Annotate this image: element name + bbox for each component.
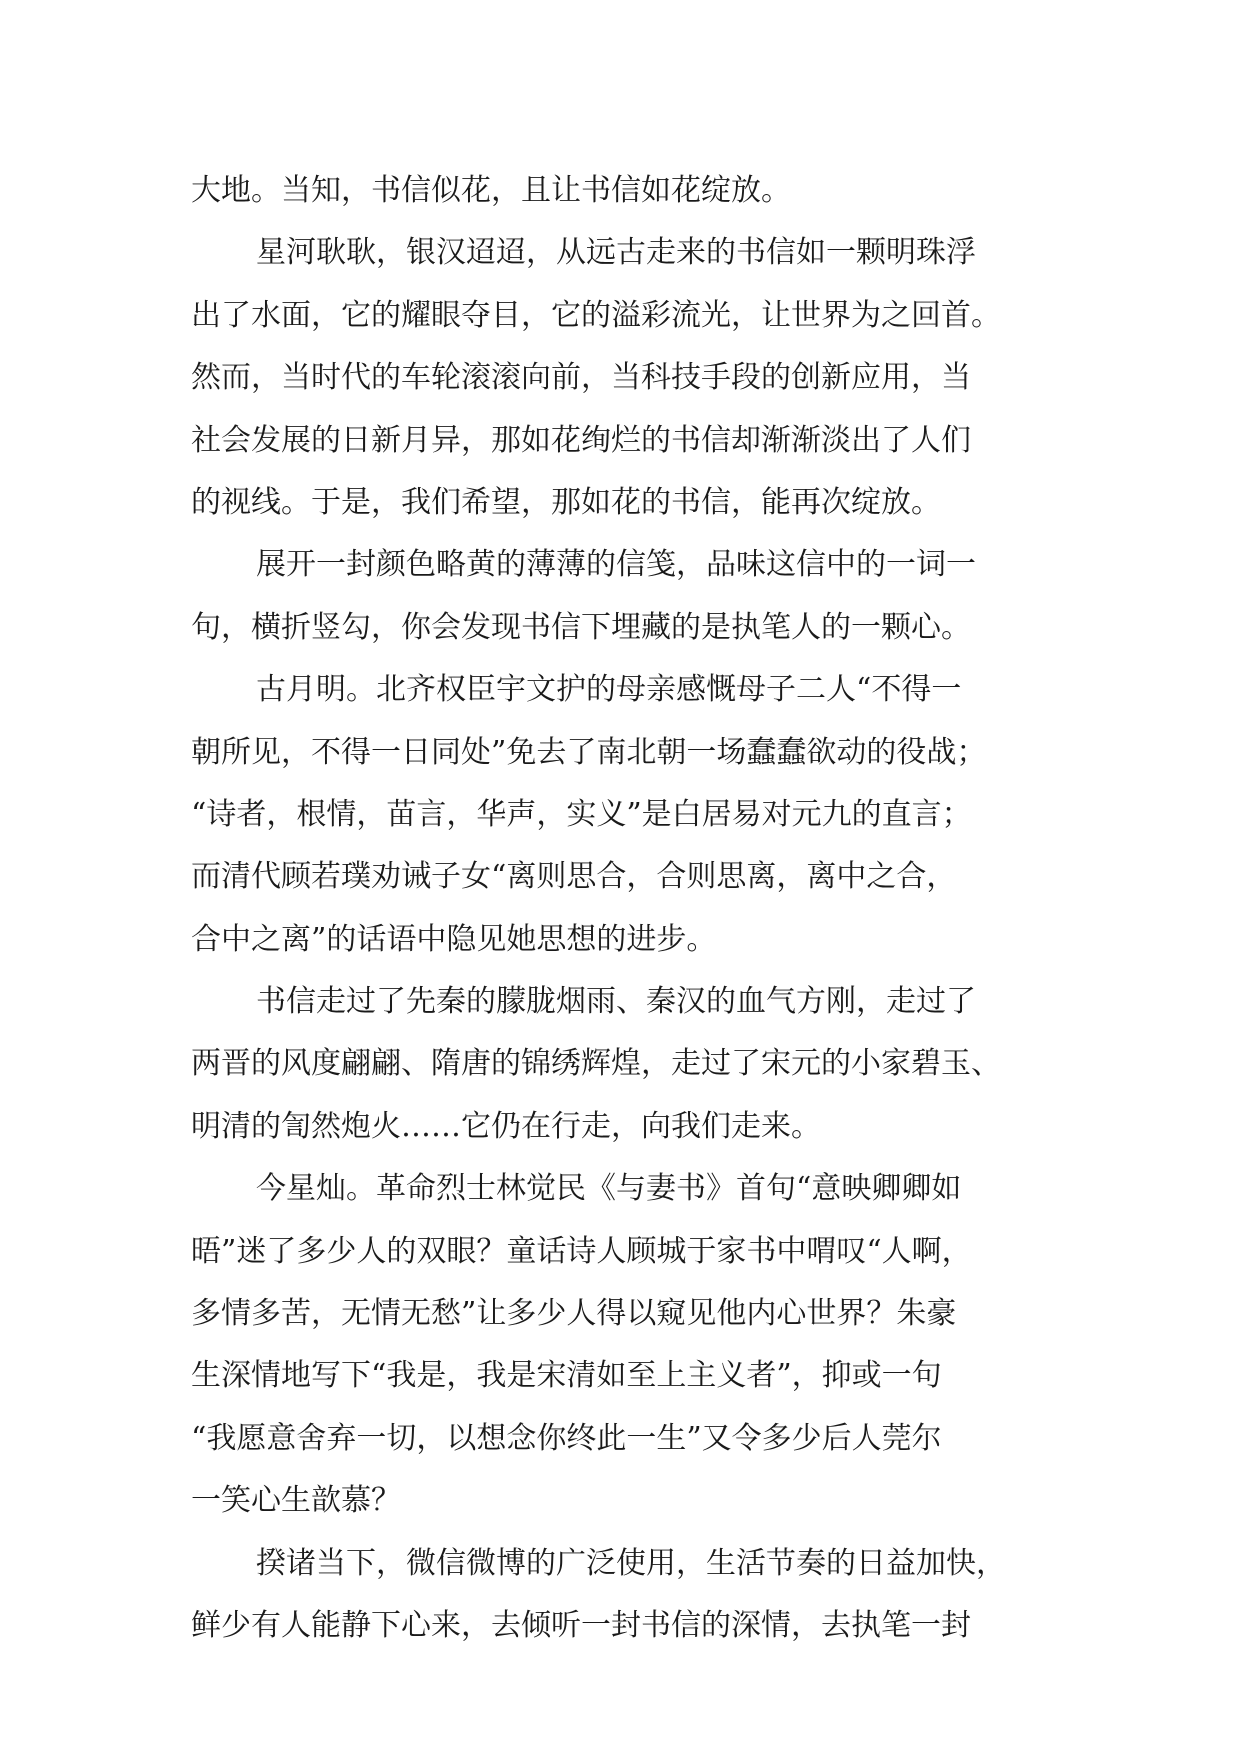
paragraph-start-line: 古月明。北齐权臣宇文护的母亲感慨母子二人“不得一: [256, 672, 962, 708]
text-line: 明清的訇然炮火……它仍在行走，向我们走来。: [191, 1108, 821, 1144]
paragraph-start-line: 今星灿。革命烈士林觉民《与妻书》首句“意映卿卿如: [256, 1171, 962, 1207]
text-line: 晤”迷了多少人的双眼？童话诗人顾城于家书中喟叹“人啊，: [191, 1233, 972, 1269]
text-line: 鲜少有人能静下心来，去倾听一封书信的深情，去执笔一封: [191, 1607, 971, 1643]
paragraph-start-line: 展开一封颜色略黄的薄薄的信笺，品味这信中的一词一: [256, 547, 976, 583]
text-line: 朝所见，不得一日同处”免去了南北朝一场蠢蠢欲动的役战；: [191, 734, 987, 770]
paragraph-start-line: 揆诸当下，微信微博的广泛使用，生活节奏的日益加快，: [256, 1545, 1006, 1581]
essay-text: [191, 160, 1071, 1657]
text-line: 大地。当知，书信似花，且让书信如花绽放。: [191, 173, 791, 208]
text-line: 的视线。于是，我们希望，那如花的书信，能再次绽放。: [191, 484, 941, 520]
text-line: 多情多苦，无情无愁”让多少人得以窥见他内心世界？朱豪: [191, 1296, 957, 1332]
text-line: 一笑心生歆慕？: [191, 1483, 401, 1519]
text-line: 句，横折竖勾，你会发现书信下埋藏的是执笔人的一颗心。: [191, 609, 971, 645]
paragraph-start-line: 书信走过了先秦的朦胧烟雨、秦汉的血气方刚，走过了: [256, 984, 976, 1020]
text-line: 两晋的风度翩翩、隋唐的锦绣辉煌，走过了宋元的小家碧玉、: [191, 1046, 1001, 1082]
text-line: 然而，当时代的车轮滚滚向前，当科技手段的创新应用，当: [191, 360, 971, 396]
text-line: 出了水面，它的耀眼夺目，它的溢彩流光，让世界为之回首。: [191, 297, 1001, 333]
text-line: 合中之离”的话语中隐见她思想的进步。: [191, 921, 717, 957]
text-line: 生深情地写下“我是，我是宋清如至上主义者”，抑或一句: [191, 1358, 942, 1394]
text-line: 社会发展的日新月异，那如花绚烂的书信却渐渐淡出了人们: [191, 422, 971, 458]
text-line: “诗者，根情，苗言，华声，实义”是白居易对元九的直言；: [191, 796, 972, 832]
text-line: “我愿意舍弃一切，以想念你终此一生”又令多少后人莞尔: [191, 1420, 942, 1456]
text-line: 而清代顾若璞劝诫子女“离则思合，合则思离，离中之合，: [191, 859, 957, 895]
paragraph-start-line: 星河耿耿，银汉迢迢，从远古走来的书信如一颗明珠浮: [256, 235, 976, 271]
